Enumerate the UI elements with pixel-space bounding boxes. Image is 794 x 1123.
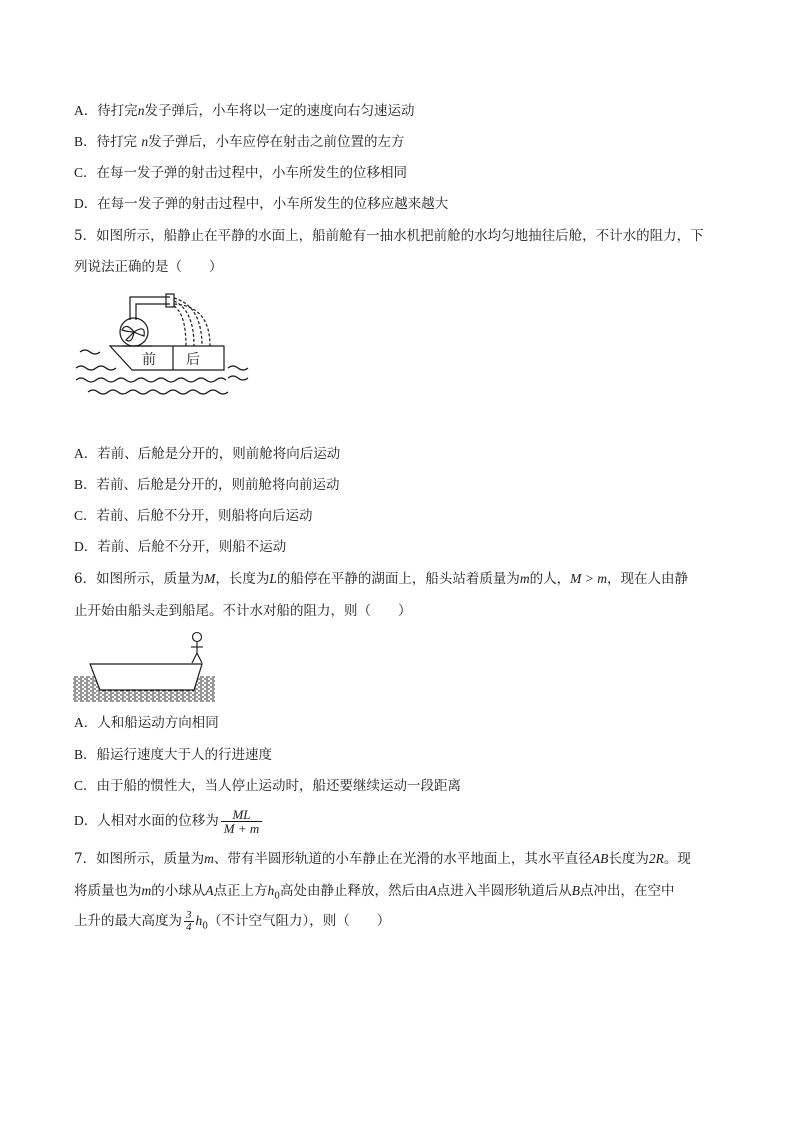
q5-option-a: A．若前、后舱是分开的，则前舱将向后运动 — [74, 446, 341, 462]
q6-stem-line1: 6．如图所示，质量为M，长度为L的船停在平静的湖面上，船头站着质量为m的人，M > m，现在人由静 — [74, 571, 688, 587]
q4-option-c: C．在每一发子弹的射击过程中，小车所发生的位移相同 — [74, 165, 408, 181]
back-cabin-label: 后 — [186, 352, 200, 368]
person-figure — [191, 633, 203, 664]
q6-stem-line2: 止开始由船头走到船尾。不计水对船的阻力，则（ ） — [74, 603, 412, 619]
q4-option-d: D．在每一发子弹的射击过程中，小车所发生的位移应越来越大 — [74, 196, 449, 212]
q4-option-b: B．待打完 n发子弹后，小车应停在射击之前位置的左方 — [74, 134, 405, 150]
q5-option-c: C．若前、后舱不分开，则船将向后运动 — [74, 508, 313, 524]
boat-hull — [110, 346, 224, 370]
q6-option-d: D．人相对水面的位移为 $\frac{ML}{M + m}$ — [74, 806, 264, 836]
q5-option-d: D．若前、后舱不分开，则船不运动 — [74, 539, 287, 555]
q5-boat-pump-figure — [74, 288, 254, 403]
q7-stem-line1: 7．如图所示，质量为m、带有半圆形轨道的小车静止在光滑的水平地面上，其水平直径AB长度为2R。现 — [74, 851, 691, 867]
q7-stem-line2: 将质量也为m的小球从A点正上方$h_0$高处由静止释放，然后由A点进入半圆形轨道后从B点冲出，在空中 — [74, 883, 675, 902]
fraction-three-quarters: $\frac{3}{4}$ — [186, 909, 192, 933]
q6-option-b: B．船运行速度大于人的行进速度 — [74, 747, 273, 763]
q4-option-a: A．待打完n发子弹后，小车将以一定的速度向右匀速运动 — [74, 103, 415, 119]
fraction-ml-over-m-plus-m: $\frac{ML}{M + m}$ — [221, 808, 263, 835]
wave — [80, 350, 100, 354]
q6-option-a: A．人和船运动方向相同 — [74, 715, 219, 731]
pump-nozzle — [166, 294, 174, 307]
q5-stem-line2: 列说法正确的是（ ） — [74, 259, 223, 275]
front-cabin-label: 前 — [142, 352, 156, 368]
q5-option-b: B．若前、后舱是分开的，则前舱将向前运动 — [74, 477, 340, 493]
q6-option-c: C．由于船的惯性大，当人停止运动时，船还要继续运动一段距离 — [74, 778, 462, 794]
q6-boat-person-figure — [72, 630, 218, 704]
q5-stem-line1: 5．如图所示，船静止在平静的水面上，船前舱有一抽水机把前舱的水均匀地抽往后舱，不计水的阻力，下 — [74, 228, 704, 244]
boat-hull — [90, 664, 202, 690]
q7-stem-line3: 上升的最大高度为 $\frac{3}{4}$ $h_0$（不计空气阻力），则（ ） — [74, 909, 391, 933]
